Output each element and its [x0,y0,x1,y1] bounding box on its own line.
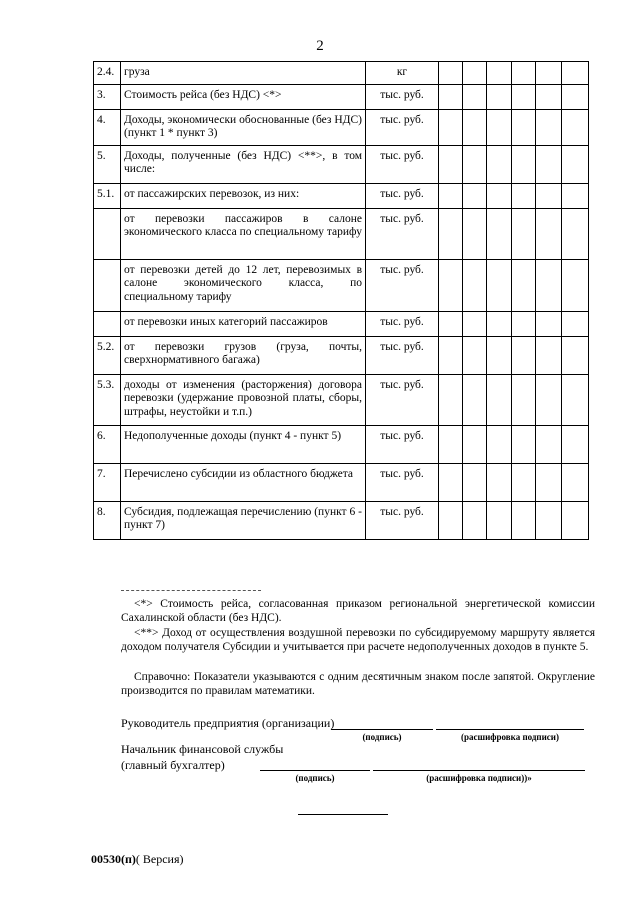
value-cell [536,208,562,259]
row-description: груза [121,62,366,85]
value-cell [439,208,463,259]
value-cell [512,208,536,259]
value-cell [463,183,487,208]
row-unit: тыс. руб. [366,84,439,109]
row-number: 5.1. [94,183,121,208]
value-cell [487,311,512,336]
value-cell [487,336,512,374]
value-cell [562,501,589,539]
table-row [94,84,589,109]
value-cell [463,259,487,311]
value-cell [536,374,562,425]
value-cell [562,145,589,183]
value-cell [536,259,562,311]
row-unit: тыс. руб. [366,109,439,145]
value-cell [562,208,589,259]
row-unit: кг [366,62,439,85]
value-cell [562,463,589,501]
value-cell [487,501,512,539]
value-cell [512,109,536,145]
value-cell [439,374,463,425]
value-cell [562,109,589,145]
row-number: 5. [94,145,121,183]
table-row [94,183,589,208]
footnote-1: <*> Стоимость рейса, согласованная приказом региональной энергетической комиссии Сахалинской области (без НДС). [121,598,595,625]
value-cell [487,463,512,501]
value-cell [536,145,562,183]
value-cell [463,425,487,463]
value-cell [487,208,512,259]
head-label: Руководитель предприятия (организации) [121,716,335,730]
value-cell [536,463,562,501]
value-cell [439,311,463,336]
indicators-table [93,61,589,540]
value-cell [562,425,589,463]
value-cell [562,62,589,85]
value-cell [512,463,536,501]
row-unit: тыс. руб. [366,311,439,336]
table-row [94,62,589,85]
value-cell [512,501,536,539]
row-number [94,259,121,311]
row-number: 2.4. [94,62,121,85]
document-code [91,852,184,867]
table-row [94,501,589,539]
table-row [94,208,589,259]
finance-signature-caption: (подпись) [295,773,335,783]
row-description: Доходы, полученные (без НДС) <**>, в том числе: [121,145,366,183]
value-cell [512,62,536,85]
row-unit: тыс. руб. [366,336,439,374]
value-cell [463,62,487,85]
value-cell [463,84,487,109]
value-cell [536,183,562,208]
value-cell [536,62,562,85]
value-cell [487,425,512,463]
value-cell [536,425,562,463]
value-cell [536,311,562,336]
value-cell [487,84,512,109]
row-number: 7. [94,463,121,501]
row-number: 5.2. [94,336,121,374]
value-cell [487,259,512,311]
value-cell [512,311,536,336]
doc-code: 00530(п) [91,852,136,866]
row-unit: тыс. руб. [366,208,439,259]
value-cell [487,374,512,425]
value-cell [487,145,512,183]
bottom-separator-line [298,814,388,815]
row-number: 8. [94,501,121,539]
value-cell [536,336,562,374]
head-decoding-line [436,729,584,730]
row-description: от перевозки грузов (груза, почты, сверхнормативного багажа) [121,336,366,374]
finance-label-1: Начальник финансовой службы [121,742,284,756]
row-number [94,208,121,259]
row-unit: тыс. руб. [366,259,439,311]
row-number: 4. [94,109,121,145]
value-cell [487,62,512,85]
footnote-separator [121,590,261,591]
table-row [94,374,589,425]
value-cell [562,374,589,425]
value-cell [536,501,562,539]
value-cell [439,84,463,109]
value-cell [439,109,463,145]
row-description: от перевозки иных категорий пассажиров [121,311,366,336]
value-cell [512,183,536,208]
row-description: Недополученные доходы (пункт 4 - пункт 5) [121,425,366,463]
head-signature-line [331,729,433,730]
row-description: от пассажирских перевозок, из них: [121,183,366,208]
value-cell [562,84,589,109]
row-unit: тыс. руб. [366,145,439,183]
value-cell [512,145,536,183]
table-row [94,109,589,145]
table-row [94,463,589,501]
head-decoding-caption: (расшифровка подписи) [461,732,559,742]
row-unit: тыс. руб. [366,374,439,425]
table-row [94,425,589,463]
value-cell [487,109,512,145]
table-row [94,145,589,183]
value-cell [562,336,589,374]
row-description: доходы от изменения (расторжения) договора перевозки (удержание провозной платы, сборы, штрафы, неустойки и т.п.) [121,374,366,425]
finance-signature-line [260,770,370,771]
value-cell [463,145,487,183]
reference-note: Справочно: Показатели указываются с одним десятичным знаком после запятой. Округление производится по правилам математики. [121,671,595,698]
row-description: Доходы, экономически обоснованные (без НДС) (пункт 1 * пункт 3) [121,109,366,145]
value-cell [439,183,463,208]
value-cell [463,311,487,336]
footnote-2: <**> Доход от осуществления воздушной перевозки по субсидируемому маршруту является доходом получателя Субсидии и учитывается при расчете недополученных доходов в пункте 5. [121,627,595,654]
row-unit: тыс. руб. [366,425,439,463]
page-number: 2 [316,38,324,54]
value-cell [463,374,487,425]
table-row [94,311,589,336]
value-cell [463,463,487,501]
value-cell [562,259,589,311]
value-cell [463,208,487,259]
row-number: 3. [94,84,121,109]
row-number: 5.3. [94,374,121,425]
value-cell [536,109,562,145]
row-number: 6. [94,425,121,463]
row-description: Субсидия, подлежащая перечислению (пункт 6 - пункт 7) [121,501,366,539]
value-cell [439,463,463,501]
table-row [94,259,589,311]
value-cell [512,259,536,311]
row-unit: тыс. руб. [366,501,439,539]
value-cell [536,84,562,109]
value-cell [512,374,536,425]
value-cell [439,501,463,539]
row-description: от перевозки пассажиров в салоне экономического класса по специальному тарифу [121,208,366,259]
doc-version: ( Версия) [135,852,184,866]
value-cell [439,336,463,374]
row-description: Стоимость рейса (без НДС) <*> [121,84,366,109]
value-cell [487,183,512,208]
value-cell [562,183,589,208]
value-cell [439,259,463,311]
value-cell [512,336,536,374]
row-number [94,311,121,336]
value-cell [439,145,463,183]
value-cell [463,501,487,539]
head-signature-caption: (подпись) [362,732,402,742]
row-unit: тыс. руб. [366,463,439,501]
finance-label-2: (главный бухгалтер) [121,758,225,772]
value-cell [512,425,536,463]
row-unit: тыс. руб. [366,183,439,208]
value-cell [439,425,463,463]
value-cell [439,62,463,85]
row-description: Перечислено субсидии из областного бюджета [121,463,366,501]
row-description: от перевозки детей до 12 лет, перевозимых в салоне экономического класса, по специальному тарифу [121,259,366,311]
value-cell [463,336,487,374]
value-cell [562,311,589,336]
value-cell [463,109,487,145]
finance-decoding-caption: (расшифровка подписи))» [426,773,532,783]
value-cell [512,84,536,109]
table-row [94,336,589,374]
finance-decoding-line [373,770,585,771]
